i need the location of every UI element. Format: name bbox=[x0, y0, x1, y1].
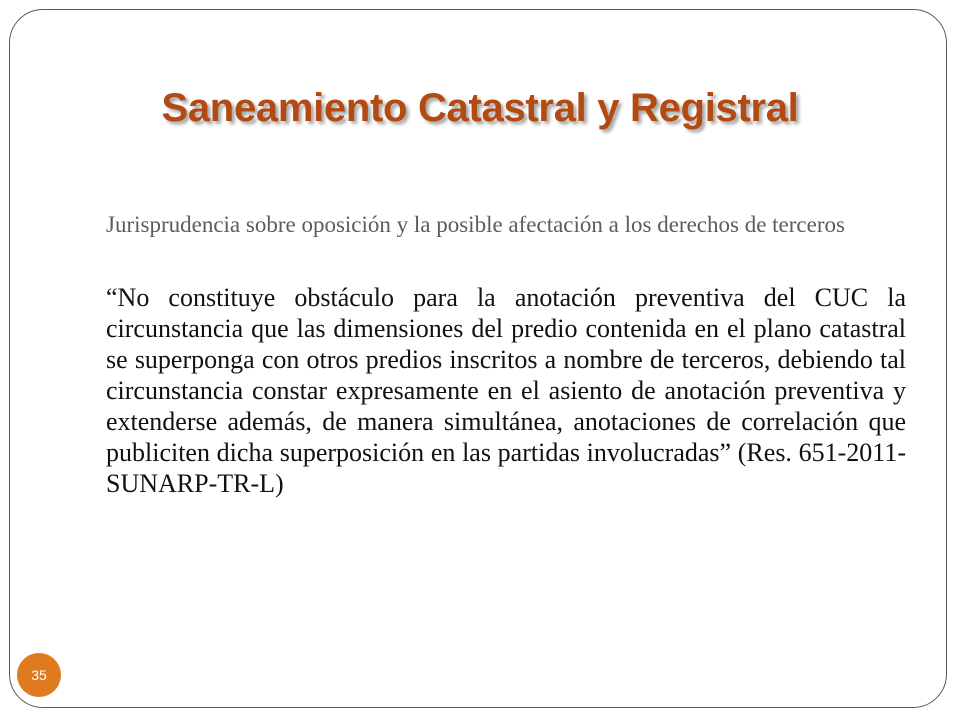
slide-title: Saneamiento Catastral y Registral bbox=[161, 86, 799, 130]
jurisprudence-quote: “No constituye obstáculo para la anotación preventiva del CUC la circunstancia que las dimensiones del predio contenida en el plano catastral se superponga con otros predios inscritos a nombre de terceros, debiendo tal circunstancia constar expresamente en el asiento de anotación preventiva y extenderse además, de manera simultánea, anotaciones de correlación que publiciten dicha superposición en las partidas involucradas” (Res. 651-2011-SUNARP-TR-L) bbox=[106, 283, 906, 498]
page-number-badge: 35 bbox=[17, 653, 61, 697]
slide-subtitle: Jurisprudencia sobre oposición y la posible afectación a los derechos de terceros bbox=[106, 212, 845, 237]
